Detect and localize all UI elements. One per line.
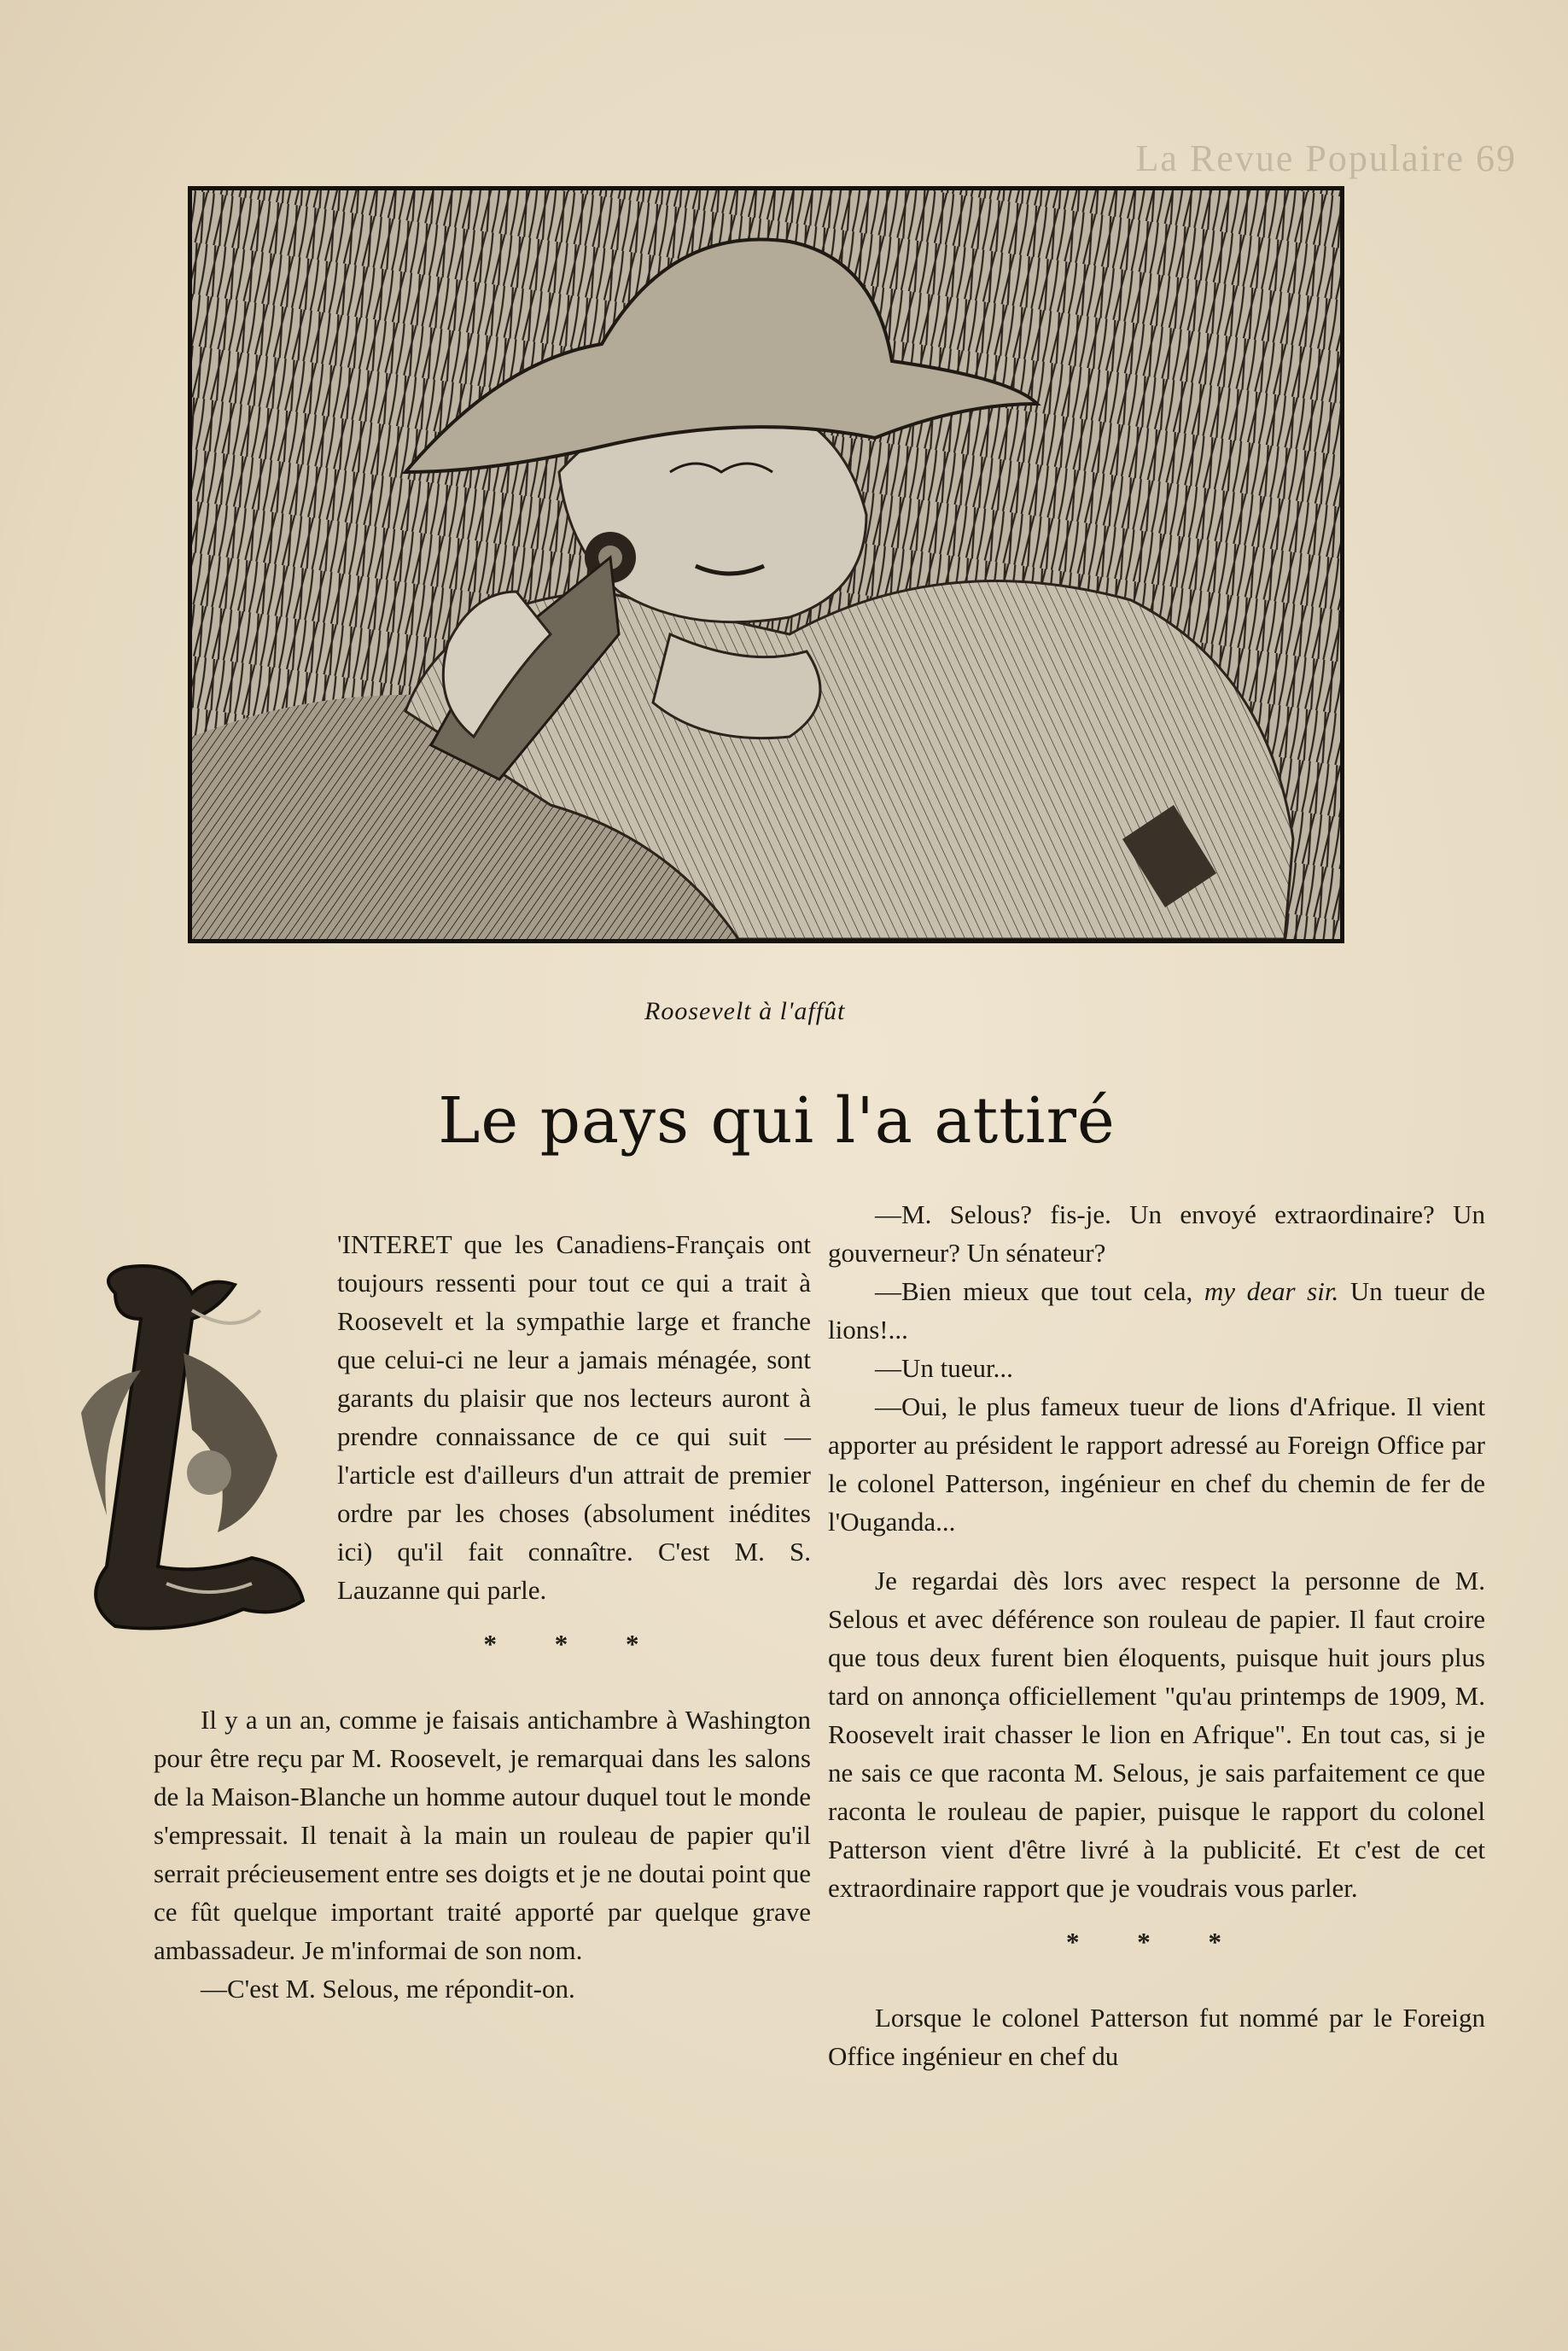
paragraph-tueur: —Un tueur... bbox=[875, 1353, 1013, 1383]
paragraph-fameux-tueur: —Oui, le plus fameux tueur de lions d'Afrique. Il vient apporter au président le rapport adressé au Foreign Office par le colonel Patterson, ingénieur en chef du chemin de fer de l'Ouganda... bbox=[828, 1391, 1485, 1537]
paragraph-respect: Je regardai dès lors avec respect la personne de M. Selous et avec déférence son rouleau de papier. Il faut croire que tous deux furent bien éloquents, puisque huit jours plus tard on annonça officiellement "qu'au printemps de 1909, M. Roosevelt irait chasser le lion en Afrique". En tout cas, si je ne sais ce que raconta M. Selous, je sais parfaitement ce que raconta le rouleau de papier, puisque le rapport du colonel Patterson vient d'être livré à la publicité. Et c'est de cet extraordinaire rapport que je voudrais vous parler. bbox=[828, 1566, 1485, 1903]
dear-sir-text-a: —Bien mieux que tout cela, bbox=[875, 1276, 1204, 1306]
ornamental-dropcap-L-icon bbox=[64, 1259, 320, 1660]
paragraph-gap bbox=[828, 1541, 1485, 1561]
dear-sir-text-c: Un tueur de lions!... bbox=[828, 1276, 1485, 1345]
section-separator-2: * * * bbox=[1066, 1927, 1247, 1957]
illustration-frame bbox=[188, 186, 1344, 943]
figure-caption: Roosevelt à l'affût bbox=[644, 997, 846, 1025]
bleed-through-text: La Revue Populaire 69 bbox=[1135, 137, 1517, 179]
paragraph-patterson: Lorsque le colonel Patterson fut nommé par le Foreign Office ingénieur en chef du bbox=[828, 2003, 1485, 2071]
paragraph-antichambre: Il y a un an, comme je faisais antichambre à Washington pour être reçu par M. Roosevelt, je remarquai dans les salons de la Maison-Blanche un homme autour duquel tout le monde s'empressait. Il tenait à la main un rouleau de papier qu'il serrait précieusement entre ses doigts et je ne doutai point que ce fût quelque important traité apporté par quelque grave ambassadeur. Je m'informai de son nom. bbox=[154, 1705, 811, 1965]
left-column bbox=[154, 1225, 811, 2008]
intro-paragraph: 'INTERET que les Canadiens-Français ont toujours ressenti pour tout ce qui a trait à Roosevelt et la sympathie large et franche que celui-ci ne leur a jamais ménagée, sont garants du plaisir que nos lecteurs auront à prendre connaissance de ce qui suit — l'article est d'ailleurs d'un attrait de premier ordre par les choses (absolument inédites ici) qu'il fait connaître. C'est M. S. Lauzanne qui parle. bbox=[337, 1229, 811, 1605]
dear-sir-italic: my dear sir. bbox=[1204, 1276, 1339, 1306]
paragraph-dear-sir bbox=[828, 1272, 1485, 1349]
paragraph-question: —M. Selous? fis-je. Un envoyé extraordinaire? Un gouverneur? Un sénateur? bbox=[828, 1199, 1485, 1268]
hunter-engraving-image bbox=[192, 190, 1340, 939]
right-column bbox=[828, 1195, 1485, 2075]
article-title: Le pays qui l'a attiré bbox=[438, 1084, 1116, 1158]
section-separator: * * * bbox=[483, 1629, 665, 1659]
paragraph-reply: —C'est M. Selous, me répondit-on. bbox=[201, 1974, 575, 2004]
